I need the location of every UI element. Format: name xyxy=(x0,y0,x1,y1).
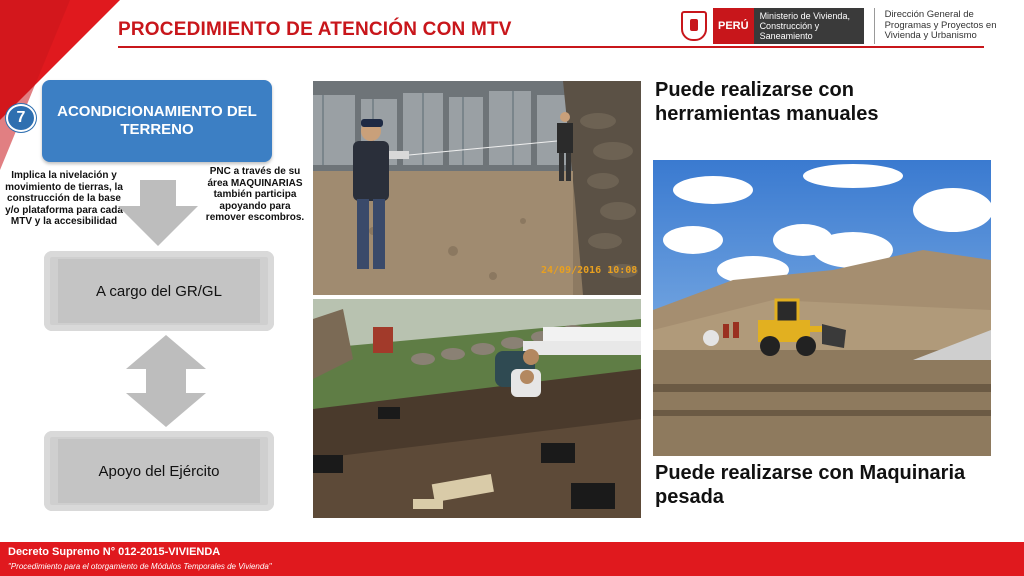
footer-subtitle: "Procedimiento para el otorgamiento de Módulos Temporales de Vivienda" xyxy=(8,562,272,571)
photo-manual-work xyxy=(313,81,641,295)
caption-manual-tools: Puede realizarse con herramientas manuales xyxy=(655,79,879,125)
photo-heavy-machinery xyxy=(653,160,991,456)
logo-direction: Dirección General de Programas y Proyectos en Vivienda y Urbanismo xyxy=(884,9,997,42)
peru-shield-icon xyxy=(681,11,707,41)
page-title: PROCEDIMIENTO DE ATENCIÓN CON MTV xyxy=(118,19,512,40)
down-arrow-icon xyxy=(118,180,198,246)
bidirectional-arrow-icon xyxy=(126,335,206,427)
logo-country: PERÚ xyxy=(713,8,754,44)
note-left: Implica la nivelación y movimiento de tierras, la construcción de la base y/o plataforma para cada MTV y la accesibilidad xyxy=(5,170,123,227)
responsible-box xyxy=(44,251,274,331)
photo-excavation xyxy=(313,299,641,518)
note-right: PNC a través de su área MAQUINARIAS también participa apoyando para remover escombros. xyxy=(205,166,305,223)
logo-separator xyxy=(874,8,875,44)
army-support-box xyxy=(44,431,274,511)
footer-decree: Decreto Supremo N° 012-2015-VIVIENDA xyxy=(8,546,221,558)
photo-timestamp: 24/09/2016 10:08 xyxy=(541,265,638,276)
caption-heavy-machinery: Puede realizarse con Maquinaria pesada xyxy=(655,462,966,508)
logo-ministry: Ministerio de Vivienda, Construcción y Saneamiento xyxy=(754,8,864,44)
footer-bar xyxy=(0,542,1024,576)
title-underline xyxy=(118,46,984,48)
step-number-badge: 7 xyxy=(6,104,36,132)
main-step-box: ACONDICIONAMIENTO DEL TERRENO xyxy=(42,80,272,162)
responsible-label: A cargo del GR/GL xyxy=(96,282,222,300)
ministry-logo xyxy=(681,8,1005,44)
army-support-label: Apoyo del Ejército xyxy=(98,462,220,480)
